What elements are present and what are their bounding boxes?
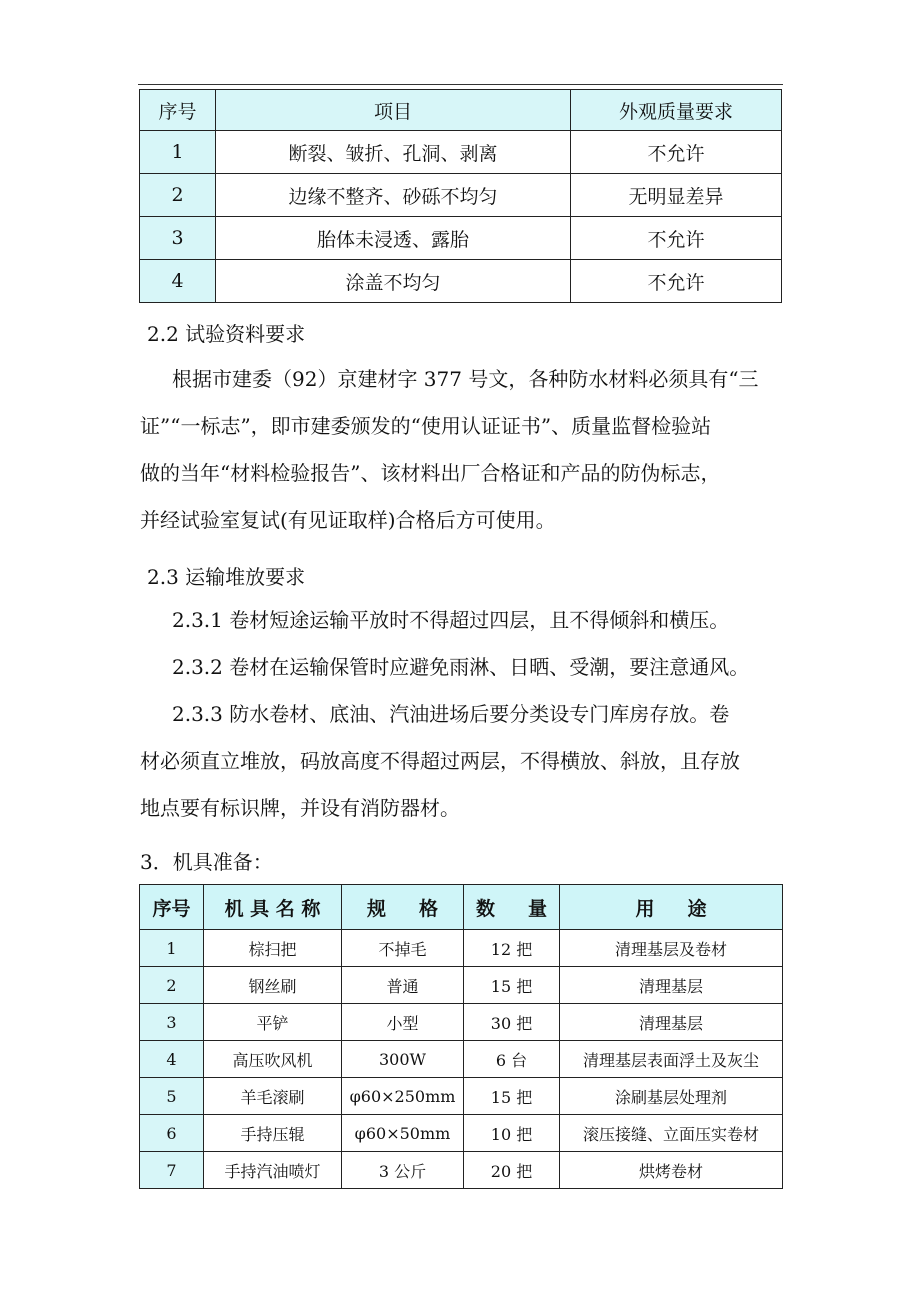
header-cell: 外观质量要求 [571, 90, 782, 131]
seq-cell: 7 [140, 1152, 204, 1189]
table-row [140, 1041, 783, 1078]
tool-name-cell: 高压吹风机 [204, 1041, 342, 1078]
usage-cell: 滚压接缝、立面压实卷材 [560, 1115, 783, 1152]
header-cell: 用 途 [560, 885, 783, 930]
paragraph-line: 2.3.2 卷材在运输保管时应避免雨淋、日晒、受潮，要注意通风。 [172, 655, 750, 679]
table-row [140, 930, 783, 967]
table-row [140, 967, 783, 1004]
seq-cell: 2 [140, 967, 204, 1004]
usage-cell: 清理基层及卷材 [560, 930, 783, 967]
seq-cell: 1 [140, 930, 204, 967]
header-cell: 数 量 [464, 885, 560, 930]
quality-table [139, 89, 782, 303]
quantity-cell: 12 把 [464, 930, 560, 967]
requirement-cell: 不允许 [571, 260, 782, 303]
table-row [140, 1078, 783, 1115]
seq-cell: 5 [140, 1078, 204, 1115]
seq-cell: 4 [140, 1041, 204, 1078]
tool-name-cell: 羊毛滚刷 [204, 1078, 342, 1115]
spec-cell: 3 公斤 [342, 1152, 464, 1189]
usage-cell: 烘烤卷材 [560, 1152, 783, 1189]
item-cell: 断裂、皱折、孔洞、剥离 [216, 131, 571, 174]
usage-cell: 涂刷基层处理剂 [560, 1078, 783, 1115]
spec-cell: 普通 [342, 967, 464, 1004]
table-row [140, 1004, 783, 1041]
paragraph-line: 证”“一标志”，即市建委颁发的“使用认证证书”、质量监督检验站 [140, 414, 712, 438]
paragraph-line: 根据市建委（92）京建材字 377 号文，各种防水材料必须具有“三 [172, 367, 759, 391]
paragraph-line: 2.3.1 卷材短途运输平放时不得超过四层，且不得倾斜和横压。 [172, 608, 730, 632]
seq-cell: 6 [140, 1115, 204, 1152]
header-cell: 序号 [140, 885, 204, 930]
table-row [140, 1115, 783, 1152]
tool-name-cell: 棕扫把 [204, 930, 342, 967]
header-cell: 机 具 名 称 [204, 885, 342, 930]
section-heading-3: 3．机具准备： [140, 850, 273, 874]
table-row [140, 131, 782, 174]
table-row [140, 217, 782, 260]
tool-name-cell: 手持汽油喷灯 [204, 1152, 342, 1189]
table-row [140, 260, 782, 303]
seq-cell: 3 [140, 217, 216, 260]
seq-cell: 4 [140, 260, 216, 303]
section-2-2-body [140, 356, 790, 544]
header-cell: 规 格 [342, 885, 464, 930]
requirement-cell: 不允许 [571, 217, 782, 260]
table-header-row [140, 90, 782, 131]
paragraph-line: 材必须直立堆放，码放高度不得超过两层，不得横放、斜放，且存放 [140, 749, 740, 773]
quantity-cell: 15 把 [464, 967, 560, 1004]
paragraph-line: 2.3.3 防水卷材、底油、汽油进场后要分类设专门库房存放。卷 [172, 702, 730, 726]
tool-name-cell: 平铲 [204, 1004, 342, 1041]
section-heading-2-3: 2.3 运输堆放要求 [147, 565, 306, 589]
quantity-cell: 20 把 [464, 1152, 560, 1189]
paragraph-line: 地点要有标识牌，并设有消防器材。 [140, 796, 460, 820]
spec-cell: 不掉毛 [342, 930, 464, 967]
seq-cell: 3 [140, 1004, 204, 1041]
table-row [140, 174, 782, 217]
tool-name-cell: 手持压辊 [204, 1115, 342, 1152]
tool-name-cell: 钢丝刷 [204, 967, 342, 1004]
spec-cell: φ60×50mm [342, 1115, 464, 1152]
usage-cell: 清理基层表面浮土及灰尘 [560, 1041, 783, 1078]
table-header-row [140, 885, 783, 930]
quantity-cell: 15 把 [464, 1078, 560, 1115]
tools-table [139, 884, 783, 1189]
top-rule [138, 84, 783, 85]
section-heading-2-2: 2.2 试验资料要求 [147, 322, 306, 346]
requirement-cell: 无明显差异 [571, 174, 782, 217]
quantity-cell: 6 台 [464, 1041, 560, 1078]
requirement-cell: 不允许 [571, 131, 782, 174]
seq-cell: 2 [140, 174, 216, 217]
paragraph-line: 做的当年“材料检验报告”、该材料出厂合格证和产品的防伪标志， [140, 461, 721, 485]
quantity-cell: 30 把 [464, 1004, 560, 1041]
seq-cell: 1 [140, 131, 216, 174]
header-cell: 项目 [216, 90, 571, 131]
spec-cell: 小型 [342, 1004, 464, 1041]
spec-cell: 300W [342, 1041, 464, 1078]
spec-cell: φ60×250mm [342, 1078, 464, 1115]
section-2-3-body [140, 597, 790, 832]
paragraph-line: 并经试验室复试(有见证取样)合格后方可使用。 [140, 508, 556, 532]
item-cell: 边缘不整齐、砂砾不均匀 [216, 174, 571, 217]
header-cell: 序号 [140, 90, 216, 131]
usage-cell: 清理基层 [560, 1004, 783, 1041]
quantity-cell: 10 把 [464, 1115, 560, 1152]
usage-cell: 清理基层 [560, 967, 783, 1004]
item-cell: 胎体未浸透、露胎 [216, 217, 571, 260]
table-row [140, 1152, 783, 1189]
item-cell: 涂盖不均匀 [216, 260, 571, 303]
